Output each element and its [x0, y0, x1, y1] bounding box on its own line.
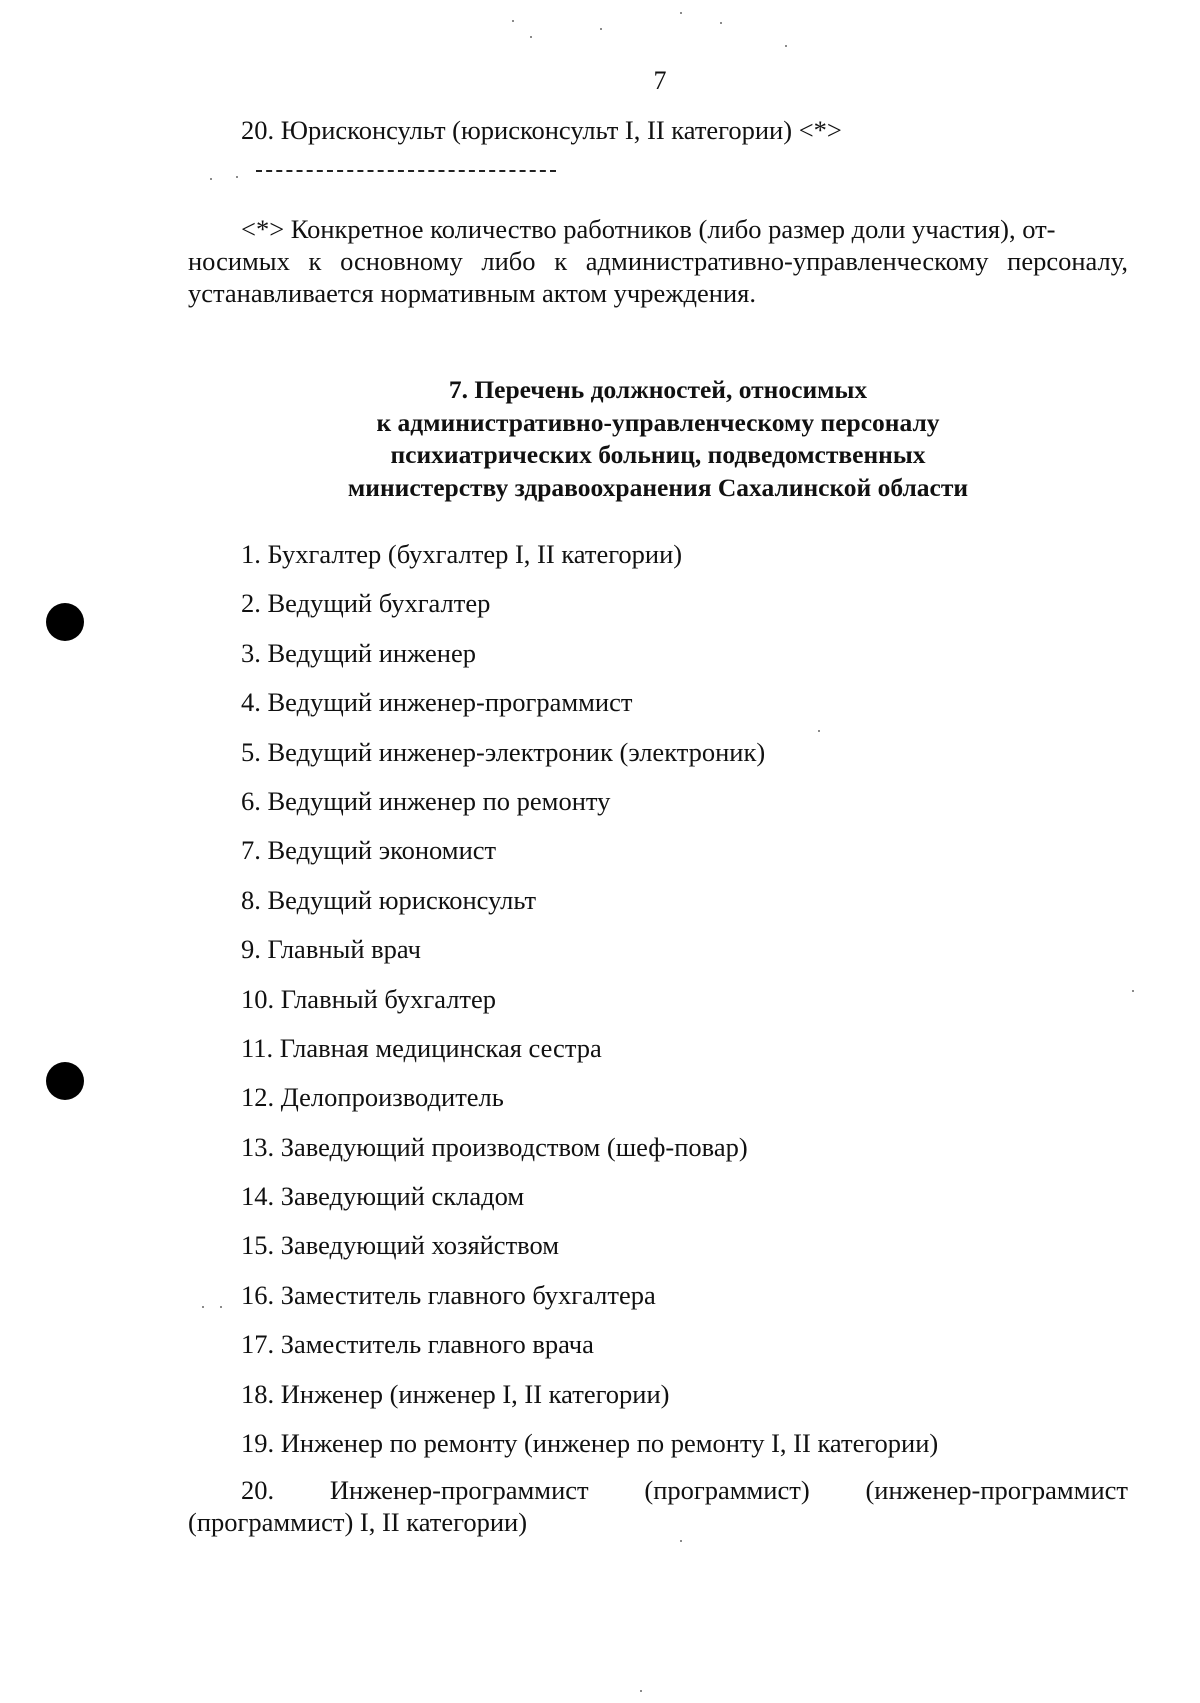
footnote-continuation: носимых к основному либо к административно-управленческому персоналу, устанавливается нормативным актом учреждения.: [188, 246, 1128, 308]
scan-speck: [640, 1690, 642, 1692]
list-item: 19. Инженер по ремонту (инженер по ремонту I, II категории): [241, 1428, 939, 1459]
list-item: 9. Главный врач: [241, 934, 421, 965]
list-item: 12. Делопроизводитель: [241, 1082, 504, 1113]
scan-speck: [818, 730, 820, 732]
list-item: 2. Ведущий бухгалтер: [241, 588, 491, 619]
list-item: 13. Заведующий производством (шеф-повар): [241, 1131, 748, 1162]
heading-line: к административно-управленческому персоналу: [376, 407, 940, 437]
list-item: 4. Ведущий инженер-программист: [241, 687, 633, 718]
scan-speck: [785, 45, 787, 47]
scan-speck: [220, 1306, 222, 1308]
list-item: 10. Главный бухгалтер: [241, 983, 497, 1014]
list-item: 1. Бухгалтер (бухгалтер I, II категории): [241, 539, 683, 569]
scan-speck: [600, 28, 602, 30]
list-item: 3. Ведущий инженер: [241, 637, 476, 668]
list-item: 5. Ведущий инженер-электроник (электроник): [241, 736, 766, 767]
list-item: 15. Заведующий хозяйством: [241, 1230, 559, 1261]
scan-speck: [530, 36, 532, 38]
scan-speck: [512, 20, 514, 22]
list-item-programmer: 20. Инженер-программист (программист) (инженер-программист (программист) I, II категории): [188, 1475, 1128, 1537]
scan-speck: [210, 178, 212, 180]
list-item: 7. Ведущий экономист: [241, 835, 497, 866]
heading-line: 7. Перечень должностей, относимых: [448, 375, 868, 404]
scan-speck: [236, 176, 238, 178]
punch-hole: [46, 1062, 84, 1100]
scan-speck: [1132, 990, 1134, 992]
list-item: 11. Главная медицинская сестра: [241, 1032, 602, 1063]
list-item: 16. Заместитель главного бухгалтера: [241, 1279, 656, 1310]
positions-list: [241, 538, 1141, 1476]
page-number: 7: [653, 66, 667, 95]
footnote-first-line: <*> Конкретное количество работников (либо размер доли участия), от-: [241, 214, 1056, 244]
punch-hole: [46, 603, 84, 641]
scan-speck: [202, 1306, 204, 1308]
section-heading: [188, 374, 1128, 504]
list-item: 14. Заведующий складом: [241, 1181, 525, 1212]
scan-speck: [720, 22, 722, 24]
footnote-separator: [256, 170, 556, 172]
heading-line: психиатрических больниц, подведомственных: [390, 440, 926, 469]
list-item: 6. Ведущий инженер по ремонту: [241, 785, 611, 816]
scan-speck: [680, 12, 682, 14]
list-item: 8. Ведущий юрисконсульт: [241, 884, 537, 915]
list-item: 18. Инженер (инженер I, II категории): [241, 1378, 670, 1409]
footnote-text: [188, 213, 1128, 309]
list-item: 17. Заместитель главного врача: [241, 1329, 594, 1360]
heading-line: министерству здравоохранения Сахалинской области: [347, 472, 969, 502]
scan-speck: [680, 1540, 682, 1542]
list-item-jurisconsult: 20. Юрисконсульт (юрисконсульт I, II категории) <*>: [241, 115, 842, 145]
